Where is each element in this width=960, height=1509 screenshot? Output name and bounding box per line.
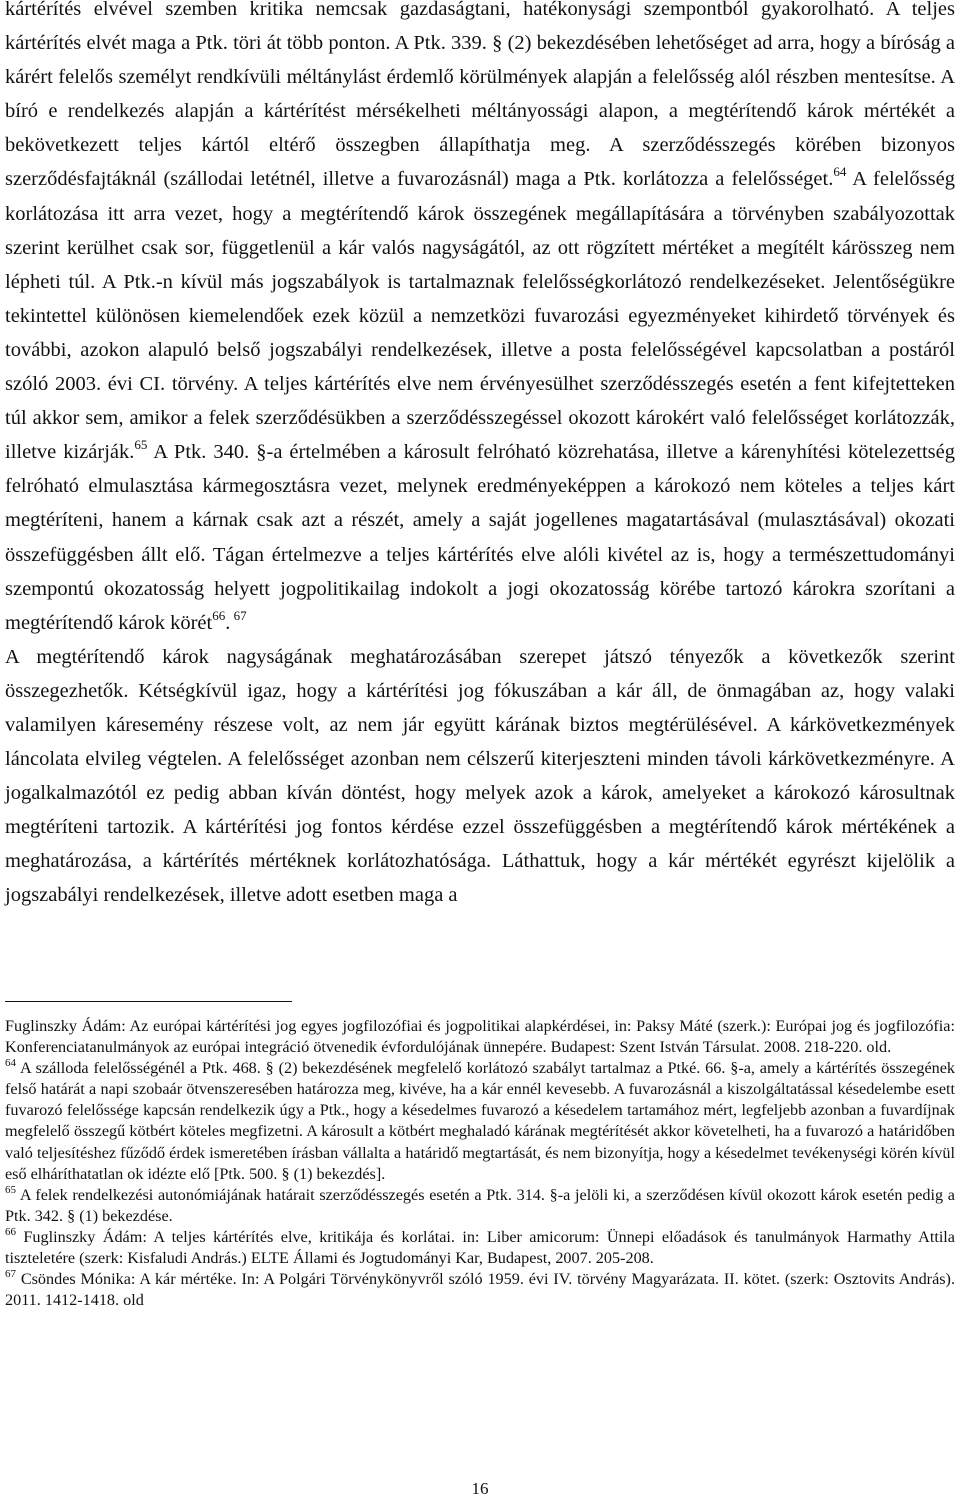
footnote-text: Fuglinszky Ádám: A teljes kártérítés elve, kritikája és korlátai. in: Liber amicorum: Ünnepi előadások és tanulmányok Harmathy Attila tiszteletére (szerk: Kisfaludi András.) ELTE Állami és Jogtudományi Kar, Budapest, 2007. 205-208. [5,1227,955,1268]
footnote-ref[interactable]: 66 [212,607,226,623]
footnote-text: A felek rendelkezési autonómiájának határait szerződésszegés esetén a Ptk. 314. §-a jelöli ki, a szerződésen kívül okozott károk esetén pedig a Ptk. 342. § (1) bekezdése. [5,1185,955,1225]
footnote-ref[interactable]: 65 [134,437,148,453]
paragraph-text: A felelősség korlátozása itt arra vezet, hogy a megtérítendő károk összegének megállapítására a törvényben szabályozottak szerint kerülhet csak sor, függetlenül a kár valós nagyságától, az ott rögzített mértéket a megítélt kárösszeg nem lépheti túl. A Ptk.-n kívül más jogszabályok is tartalmaznak felelősségkorlátozó rendelkezéseket. Jelentőségükre tekintettel különösen kiemelendőek ezek közül a nemzetközi fuvarozási egyezményeket kihirdető törvények és további, azokon alapuló belső jogszabályi rendelkezések, illetve a posta felelősségével kapcsolatban a postáról szóló 2003. évi CI. törvény. A teljes kártérítés elve nem érvényesülhet szerződésszegés esetén a fent kifejtetteken túl akkor sem, amikor a felek szerződésükben a szerződésszegéssel okozott károkért való felelősséget korlátozzák, illetve kizárják. [5,168,955,464]
paragraph [5,0,955,640]
footnote-text: Csöndes Mónika: A kár mértéke. In: A Polgári Törvénykönyvről szóló 1959. évi IV. törvény Magyarázata. II. kötet. (szerk: Osztovits András). 2011. 1412-1418. old [5,1270,955,1310]
footnote-number: 65 [5,1183,16,1196]
page-number: 16 [471,1479,489,1498]
body-text [5,0,955,913]
paragraph [5,640,955,913]
footnote-divider [5,1001,292,1002]
footnote-text: Fuglinszky Ádám: Az európai kártérítési jog egyes jogfilozófiai és jogpolitikai alapkérdései, in: Paksy Máté (szerk.): Európai jog és jogfilozófia: Konferenciatanulmányok az európai integráció ötvenedik évfordulójának ünnepére. Budapest: Szent István Társulat. 2008. 218-220. old. [5,1017,955,1057]
paragraph-text: kártérítés elvével szemben kritika nemcsak gazdaságtani, hatékonysági szempontból gyakorolható. A teljes kártérítés elvét maga a Ptk. töri át több ponton. A Ptk. 339. § (2) bekezdésében lehetőséget ad arra, hogy a bíróság a kárért felelős személyt rendkívüli méltánylást érdemlő körülmények alapján a felelősség alól részben mentesítse. A bíró e rendelkezés alapján a kártérítést mérsékelheti méltányossági alapon, a megtérítendő károk mértékét a bekövetkezett teljes kártól eltérő összegben állapíthatja meg. A szerződésszegés körében bizonyos szerződésfajtáknál (szállodai letétnél, illetve a fuvarozásnál) maga a Ptk. korlátozza a felelősséget. [5,0,955,191]
footnote-number: 64 [5,1057,16,1070]
footnote [5,1058,955,1185]
paragraph-text: A megtérítendő károk nagyságának meghatározásában szerepet játszó tényezők a következők szerint összegezhetők. Kétségkívül igaz, hogy a kártérítési jog fókuszában a kár áll, de önmagában az, hogy valaki valamilyen káresemény részese volt, az nem jár együtt kárának biztos megtérülésével. A kárkövetkezmények láncolata elvileg végtelen. A felelősséget azonban nem célszerű kiterjeszteni minden távoli kárkövetkezményre. A jogalkalmazótól ez pedig abban kíván döntést, hogy melyek azok a károk, amelyeket a károkozó károsultnak megtéríteni tartozik. A kártérítési jog fontos kérdése ezzel összefüggésben a megtérítendő károk mértékének a meghatározása, a kártérítés mértéknek korlátozhatósága. Láthattuk, hogy a kár mértékét egyrészt kijelölik a jogszabályi rendelkezések, illetve adott esetben maga a [5,645,955,907]
footnote [5,1185,955,1227]
footnote-ref[interactable]: 64 [833,164,847,180]
footnote-number: 67 [5,1268,16,1281]
punctuation: . [225,611,231,634]
footnote-text: A szálloda felelősségénél a Ptk. 468. § (2) bekezdésének megfelelő korlátozó szabályt tartalmaz a Ptké. 66. §-a, amely a kártérítés összegének felső határát a napi szobaár ötvenszeresében határozza meg, kivéve, ha a kár ennél kevesebb. A fuvarozásnál a kiszolgáltatással késedelembe esett fuvarozó felelőssége kapcsán rendelkezik úgy a Ptk., hogy a késedelmes fuvarozó a késedelem tartamához mért, legfeljebb azonban a fuvardíjnak megfelelő összegű kötbért köteles megfizetni. A károsult a kötbért meghaladó kárának megtérítését akkor követelheti, ha a fuvarozó a határidőben való teljesítéshez fűződő érdek ismeretében írásban vállalta a határidő megtartását, és nem bizonyítja, hogy a késedelmet tevékenységi körén kívül eső elháríthatatlan ok idézte elő [Ptk. 500. § (1) bekezdés]. [5,1059,955,1183]
footnote [5,1269,955,1311]
footnote-continued [5,1016,955,1058]
footnote [5,1227,955,1269]
paragraph-text: A Ptk. 340. §-a értelmében a károsult felróható közrehatása, illetve a kárenyhítési kötelezettség felróható elmulasztása kármegosztásra vezet, melynek eredményeképpen a károkozó nem köteles a teljes kárt megtéríteni, hanem a kárnak csak azt a részét, amely a saját jogellenes magatartásával (mulasztásával) okozati összefüggésben állt elő. Tágan értelmezve a teljes kártérítés elve alóli kivétel az is, hogy a természettudományi szempontú okozatosság helyett jogpolitikailag indokolt a jogi okozatosság körébe tartozó károkra szorítani a megtérítendő károk körét [5,441,955,634]
footnotes [5,1016,955,1311]
footnote-ref[interactable]: 67 [230,607,247,623]
footnote-number: 66 [5,1225,16,1238]
